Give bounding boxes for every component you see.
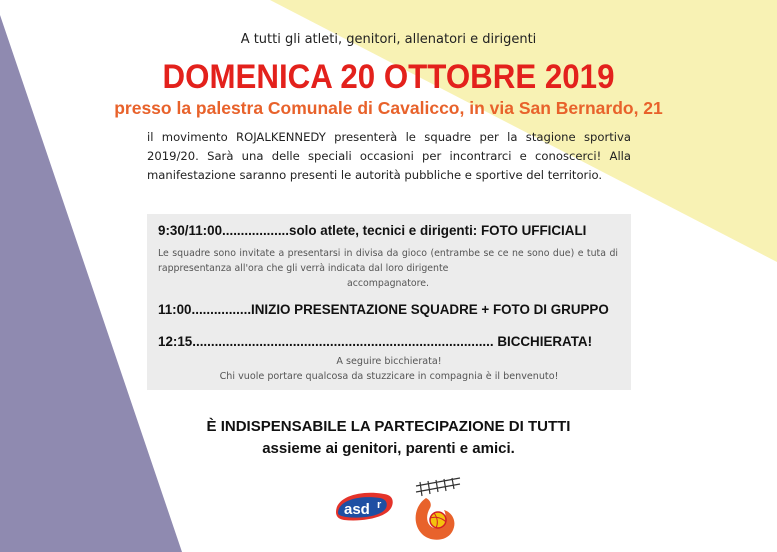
schedule-note-uniform [158, 246, 618, 291]
schedule-note-drinks: A seguire bicchierata! [336, 356, 442, 367]
schedule-note-uniform-end: accompagnatore. [346, 278, 430, 289]
venue-line: presso la palestra Comunale di Cavalicco, in via San Bernardo, 21 [114, 98, 663, 118]
volley-net-icon [416, 478, 460, 496]
schedule-row-photos: 9:30/11:00..................solo atlete, tecnici e dirigenti: FOTO UFFICIALI [158, 223, 587, 238]
schedule-note-uniform-text: Le squadre sono invitate a presentarsi in divisa da gioco (entrambe se ce ne sono due) e tuta di rappresentanza all'ora che gli verrà indicata dal loro dirigente [158, 248, 618, 274]
event-date-heading: DOMENICA 20 OTTOBRE 2019 [162, 58, 615, 96]
asd-logo [332, 486, 396, 526]
schedule-row-drinks: 12:15................................................................................. BICCHIERATA! [158, 334, 593, 349]
schedule-row-presentation: 11:00................INIZIO PRESENTAZIONE SQUADRE + FOTO DI GRUPPO [158, 302, 609, 317]
asd-logo-text: asd [344, 501, 370, 518]
participation-heading: È INDISPENSABILE LA PARTECIPAZIONE DI TUTTI [206, 418, 571, 435]
volleyball-club-logo [408, 472, 464, 544]
schedule-note-snacks: Chi vuole portare qualcosa da stuzzicare in compagnia è il benvenuto! [219, 371, 559, 382]
intro-line: A tutti gli atleti, genitori, allenatori e dirigenti [240, 32, 537, 47]
asd-logo-letter: r [377, 499, 382, 511]
intro-paragraph: il movimento ROJALKENNEDY presenterà le squadre per la stagione sportiva 2019/20. Sarà una delle speciali occasioni per incontrarci e conoscerci! Alla manifestazione saranno presenti le autorità pubbliche e sportive del territorio. [147, 130, 631, 182]
participation-subheading: assieme ai genitori, parenti e amici. [262, 440, 515, 457]
